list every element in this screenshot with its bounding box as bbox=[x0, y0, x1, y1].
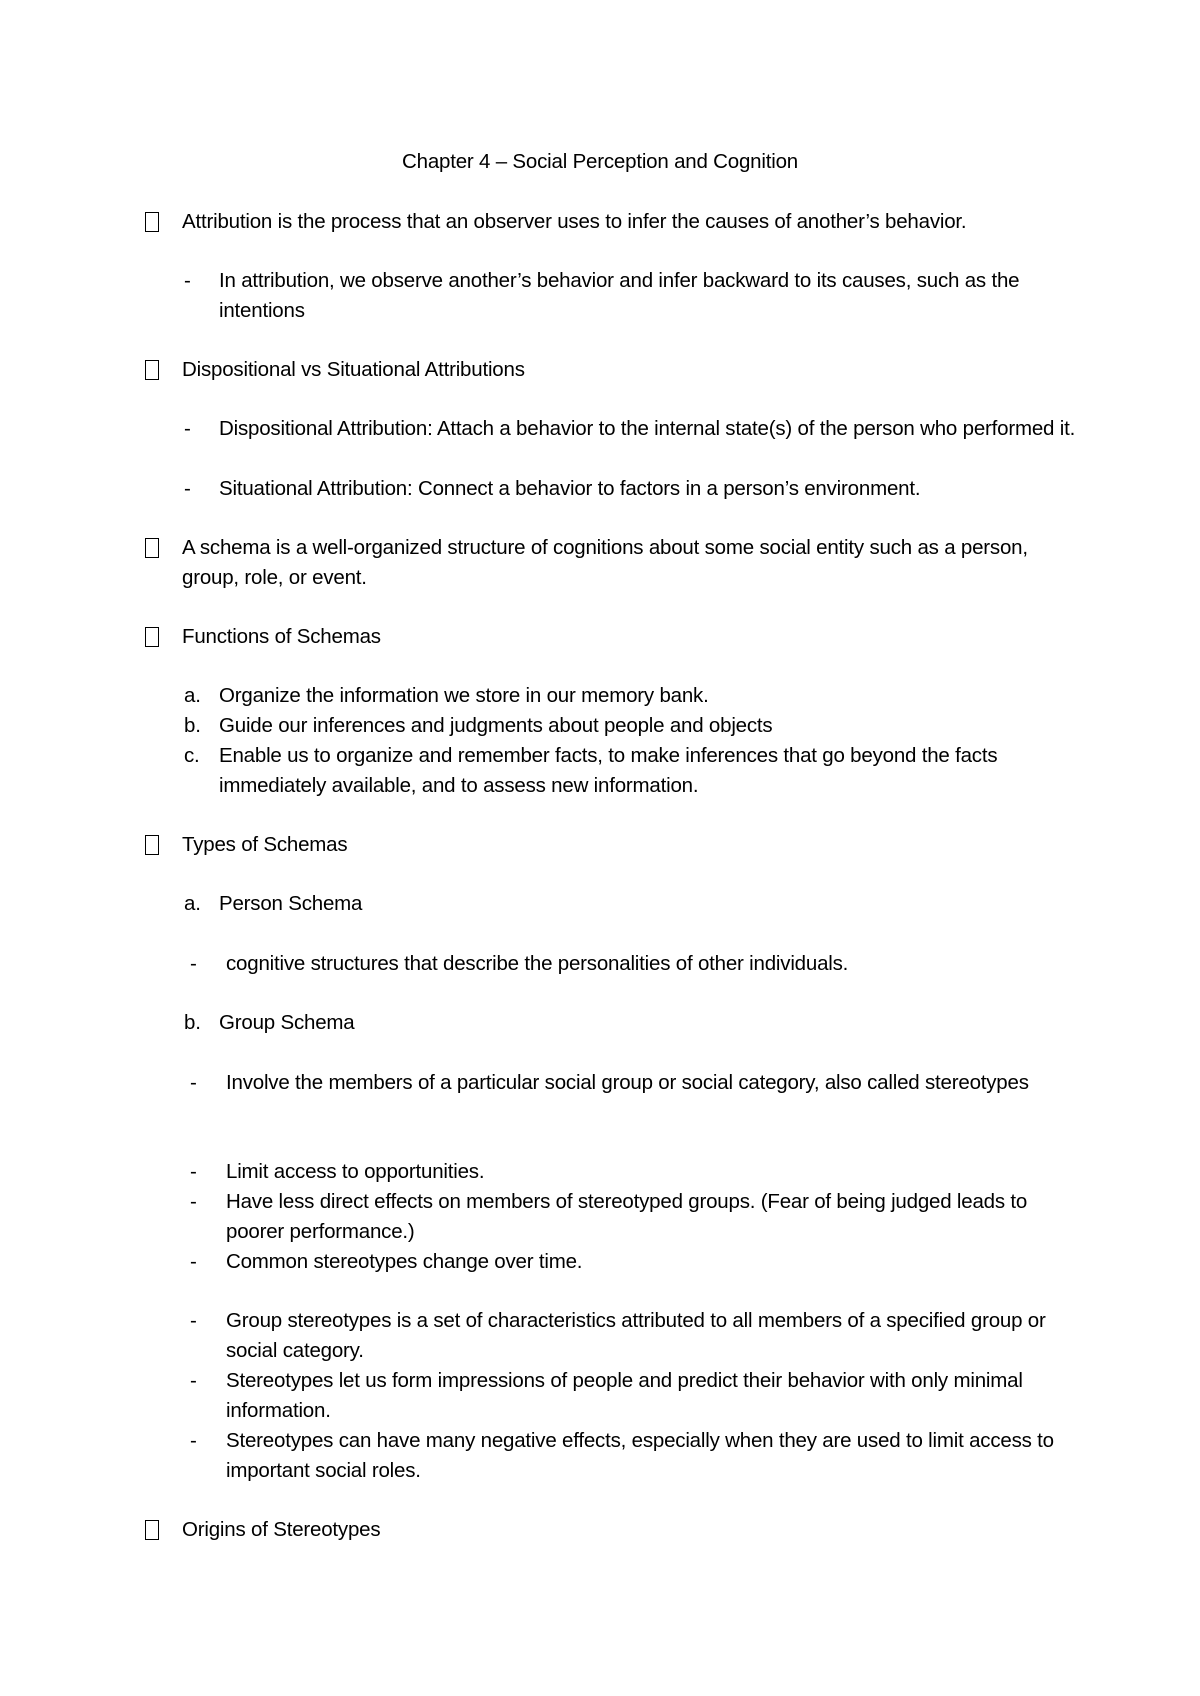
dash-attribution-inference: In attribution, we observe another’s behavior and infer backward to its causes, such as the intentions bbox=[219, 269, 1020, 322]
bullet-marker bbox=[145, 1520, 159, 1540]
dash-marker: - bbox=[184, 417, 191, 440]
page-title: Chapter 4 – Social Perception and Cognition bbox=[402, 150, 798, 173]
bullet-disp-vs-sit: Dispositional vs Situational Attributions bbox=[182, 358, 525, 381]
dash-group-schema: Common stereotypes change over time. bbox=[226, 1250, 583, 1273]
bullet-marker bbox=[145, 835, 159, 855]
dash-dispositional: Dispositional Attribution: Attach a behavior to the internal state(s) of the person who performed it. bbox=[219, 417, 1076, 440]
dash-group-schema: Have less direct effects on members of stereotyped groups. (Fear of being judged leads to poorer performance.) bbox=[226, 1190, 1028, 1243]
dash-marker: - bbox=[190, 1250, 197, 1273]
dash-person-schema: cognitive structures that describe the personalities of other individuals. bbox=[226, 952, 849, 975]
bullet-schema: A schema is a well-organized structure of cognitions about some social entity such as a person, group, role, or event. bbox=[182, 536, 1028, 589]
list-item: Guide our inferences and judgments about people and objects bbox=[219, 714, 773, 737]
bullet-origins: Origins of Stereotypes bbox=[182, 1518, 381, 1541]
dash-marker: - bbox=[184, 477, 191, 500]
dash-marker: - bbox=[190, 1309, 197, 1332]
dash-group-schema: Stereotypes can have many negative effects, especially when they are used to limit access to important social roles. bbox=[226, 1429, 1054, 1482]
person-schema-label: Person Schema bbox=[219, 892, 363, 915]
group-schema-label: Group Schema bbox=[219, 1011, 355, 1034]
dash-marker: - bbox=[190, 1160, 197, 1183]
list-item: Enable us to organize and remember facts, to make inferences that go beyond the facts immediately available, and to assess new information. bbox=[219, 744, 998, 797]
bullet-marker bbox=[145, 627, 159, 647]
dash-group-schema: Stereotypes let us form impressions of people and predict their behavior with only minimal information. bbox=[226, 1369, 1023, 1422]
bullet-marker bbox=[145, 212, 159, 232]
dash-group-schema: Involve the members of a particular social group or social category, also called stereotypes bbox=[226, 1071, 1029, 1094]
list-marker: c. bbox=[184, 744, 200, 767]
bullet-marker bbox=[145, 538, 159, 558]
list-marker: b. bbox=[184, 1011, 201, 1034]
dash-marker: - bbox=[190, 1369, 197, 1392]
bullet-attribution: Attribution is the process that an observer uses to infer the causes of another’s behavior. bbox=[182, 210, 967, 233]
dash-marker: - bbox=[190, 952, 197, 975]
bullet-marker bbox=[145, 360, 159, 380]
dash-group-schema: Group stereotypes is a set of characteristics attributed to all members of a specified group or social category. bbox=[226, 1309, 1046, 1362]
list-marker: a. bbox=[184, 684, 201, 707]
dash-marker: - bbox=[190, 1071, 197, 1094]
list-marker: b. bbox=[184, 714, 201, 737]
list-item: Organize the information we store in our memory bank. bbox=[219, 684, 709, 707]
dash-group-schema: Limit access to opportunities. bbox=[226, 1160, 485, 1183]
dash-marker: - bbox=[190, 1190, 197, 1213]
bullet-types: Types of Schemas bbox=[182, 833, 348, 856]
dash-marker: - bbox=[184, 269, 191, 292]
list-marker: a. bbox=[184, 892, 201, 915]
dash-situational: Situational Attribution: Connect a behavior to factors in a person’s environment. bbox=[219, 477, 921, 500]
bullet-functions: Functions of Schemas bbox=[182, 625, 381, 648]
dash-marker: - bbox=[190, 1429, 197, 1452]
